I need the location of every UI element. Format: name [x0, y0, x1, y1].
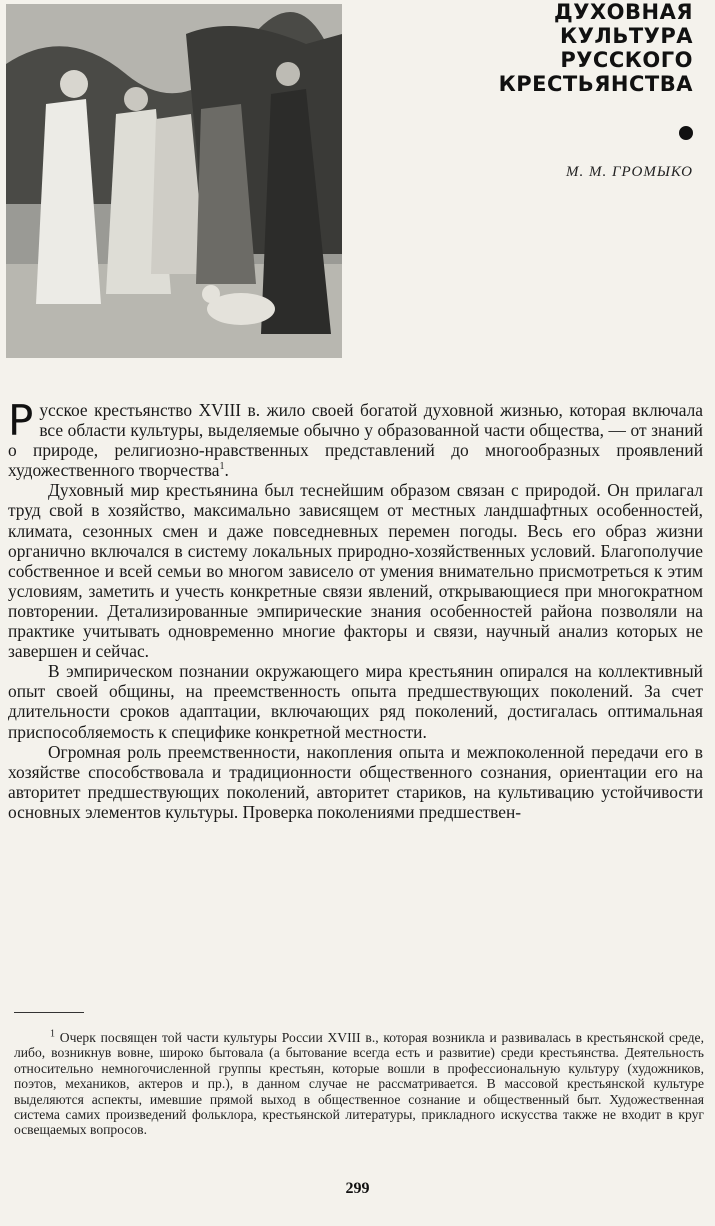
- footnote-reference[interactable]: 1: [219, 461, 225, 473]
- author-name: М. М. ГРОМЫКО: [566, 164, 693, 180]
- heading-line-2: КУЛЬТУРА: [560, 24, 693, 48]
- paragraph-1-end: .: [224, 460, 229, 481]
- heading-line-1: ДУХОВНАЯ: [554, 0, 693, 24]
- paragraph-2: Духовный мир крестьянина был теснейшим образом связан с природой. Он прилагал труд свой в хозяйство, максимально зависящем от местных ландшафтных особенностей, климата, сезонных смен и даже повседневных перемен погоды. Весь его образ жизни органично включался в систему локальных природно-хозяйственных условий. Благополучие собственное и всей семьи во многом зависело от умения внимательно присмотреться к этим условиям, заметить и учесть конкретные связи явлений, открывающиеся при многократном повторении. Детализированные эмпирические знания особенностей района позволяли на практике учитывать одновременно многие факторы и связи, научный анализ которых не завершен и сейчас.: [8, 480, 703, 662]
- page-number: 299: [345, 1180, 370, 1197]
- bullet-dot-icon: [679, 126, 693, 140]
- footnote: [14, 1030, 704, 1138]
- heading-line-4: КРЕСТЬЯНСТВА: [498, 72, 693, 96]
- article-heading: [499, 0, 693, 96]
- footnote-text: Очерк посвящен той части культуры России XVIII в., которая возникла и развивалась в крестьянской среде, либо, возникнув вовне, широко бытовала (а бытование всегда есть и развитие) среди крестьянства. Деятельность относительно немногочисленной группы крестьян, которые вошли в профессиональную культуру (художников, поэтов, механиков, актеров и пр.), в данном случае не рассматривается. В массовой крестьянской культуре выделяются аспекты, имевшие прямой выход в общественное сознание и общественный быт. Художественная система самих произведений фольклора, крестьянской литературы, прикладного искусства также не входит в круг освещаемых вопросов.: [14, 1030, 704, 1138]
- article-body: [8, 396, 703, 822]
- paragraph-1: [8, 396, 703, 481]
- drop-cap: Р: [8, 396, 34, 445]
- paragraph-3: В эмпирическом познании окружающего мира крестьянин опирался на коллективный опыт своей общины, на преемственность опыта предшествующих поколений. За счет длительности сроков адаптации, включающих ряд поколений, достигалась оптимальная приспособляемость к специфике конкретной местности.: [8, 661, 703, 742]
- footnote-number: 1: [50, 1028, 55, 1040]
- heading-line-3: РУССКОГО: [560, 48, 693, 72]
- illustration-drawing: [6, 4, 342, 358]
- peasant-scene-illustration: [6, 4, 342, 358]
- paragraph-4: Огромная роль преемственности, накопления опыта и межпоколенной передачи его в хозяйстве способствовала и традиционности общественного сознания, ориентации его на авторитет предшествующих поколений, авторитет стариков, на культивацию устойчивости основных элементов культуры. Проверка поколениями предшествен-: [8, 741, 703, 822]
- paragraph-1-text: усское крестьянство XVIII в. жило своей богатой духовной жизнью, которая включала все области культуры, выделяемые обычно у образованной части общества, — от знаний о природе, религиозно-нравственных представлений до многообразных проявлений художественного творчества: [8, 400, 703, 481]
- footnote-divider: [14, 1012, 84, 1013]
